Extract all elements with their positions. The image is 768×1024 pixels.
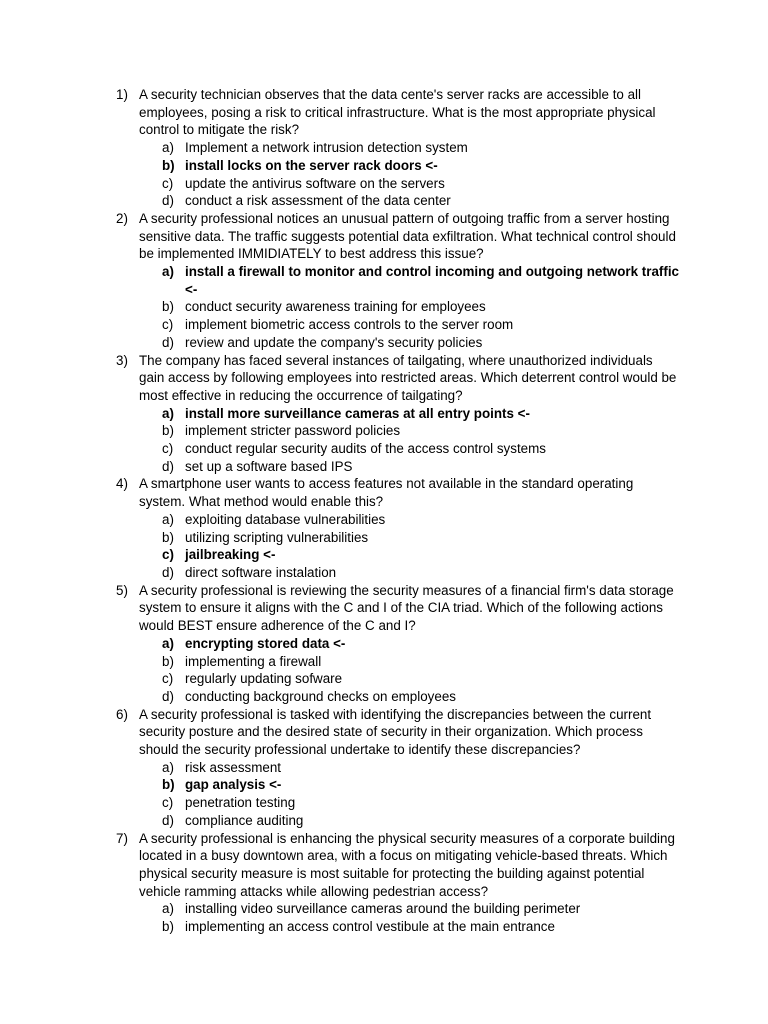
question-1: [0, 86, 768, 210]
answer-options: [139, 635, 680, 706]
answer-option: [139, 653, 680, 671]
answer-option: [139, 440, 680, 458]
option-text: install locks on the server rack doors <-: [185, 157, 438, 173]
question-text: A security professional is enhancing the physical security measures of a corporate building located in a busy downtown area, with a focus on mitigating vehicle-based threats. Which physical security measure is most suitable for protecting the building against potential vehicle ramming attacks while allowing pedestrian access?: [139, 830, 675, 899]
option-text: implementing a firewall: [185, 653, 322, 669]
option-text: install a firewall to monitor and control incoming and outgoing network traffic <-: [185, 264, 679, 297]
answer-option: [139, 422, 680, 440]
question-text: A security technician observes that the data cente's server racks are accessible to all employees, posing a risk to critical infrastructure. What is the most appropriate physical control to mitigate the risk?: [139, 87, 656, 138]
option-letter: b): [162, 919, 174, 935]
option-text: regularly updating sofware: [185, 671, 343, 687]
answer-options: [139, 405, 680, 476]
question-text: A security professional is reviewing the security measures of a financial firm's data storage system to ensure it aligns with the C and I of the CIA triad. Which of the following actions would BEST ensure adherence of the C and I?: [139, 582, 674, 634]
answer-option: [139, 458, 680, 476]
question-number: 7): [116, 830, 128, 846]
answer-option: [139, 670, 680, 688]
option-letter: a): [162, 759, 174, 775]
answer-option: [139, 918, 680, 936]
option-text: implementing an access control vestibule at the main entrance: [185, 919, 555, 935]
option-text: install more surveillance cameras at all entry points <-: [185, 405, 530, 421]
option-text: direct software instalation: [185, 564, 337, 580]
option-text: set up a software based IPS: [185, 458, 353, 474]
question-4: [0, 475, 768, 581]
question-number: 6): [116, 706, 128, 722]
answer-option: [139, 794, 680, 812]
option-text: conduct a risk assessment of the data center: [185, 193, 451, 209]
answer-option-correct: [139, 405, 680, 423]
answer-option: [139, 812, 680, 830]
question-5: [0, 582, 768, 706]
option-text: compliance auditing: [185, 812, 304, 828]
answer-option: [139, 175, 680, 193]
question-7: [0, 830, 768, 936]
option-text: installing video surveillance cameras around the building perimeter: [185, 901, 581, 917]
question-text: A security professional is tasked with identifying the discrepancies between the current security posture and the desired state of security in their organization. Which process should the security professional undertake to identify these discrepancies?: [139, 706, 652, 758]
option-letter: b): [162, 653, 174, 669]
question-text: A smartphone user wants to access features not available in the standard operating system. What method would enable this?: [139, 476, 634, 510]
answer-option: [139, 139, 680, 157]
answer-option: [139, 759, 680, 777]
question-number: 2): [116, 210, 128, 226]
option-letter: c): [162, 175, 174, 191]
question-6: [0, 706, 768, 830]
option-text: encrypting stored data <-: [185, 635, 346, 651]
option-text: risk assessment: [185, 759, 281, 775]
option-letter: d): [162, 193, 174, 209]
answer-option: [139, 688, 680, 706]
answer-options: [139, 759, 680, 830]
question-text: The company has faced several instances of tailgating, where unauthorized individuals gain access by following employees into restricted areas. Which deterrent control would be most effective in reducing the occurrence of tailgating?: [139, 352, 677, 403]
option-letter: d): [162, 458, 174, 474]
answer-option: [139, 334, 680, 352]
option-text: exploiting database vulnerabilities: [185, 511, 386, 527]
option-letter: c): [162, 671, 174, 687]
answer-option-correct: [139, 776, 680, 794]
option-letter: a): [162, 511, 174, 527]
option-text: review and update the company's security policies: [185, 334, 483, 350]
option-letter: c): [162, 547, 174, 563]
option-letter: b): [162, 157, 175, 173]
option-text: gap analysis <-: [185, 777, 282, 793]
answer-option: [139, 192, 680, 210]
answer-option-correct: [139, 263, 680, 298]
option-letter: d): [162, 334, 174, 350]
option-letter: b): [162, 423, 174, 439]
option-letter: a): [162, 901, 174, 917]
option-text: utilizing scripting vulnerabilities: [185, 529, 369, 545]
question-number: 1): [116, 87, 128, 102]
answer-option-correct: [139, 157, 680, 175]
question-3: [0, 352, 768, 476]
question-number: 4): [116, 476, 128, 492]
option-letter: a): [162, 405, 174, 421]
answer-options: [139, 139, 680, 210]
answer-option: [139, 316, 680, 334]
option-letter: b): [162, 529, 174, 545]
option-text: conduct regular security audits of the access control systems: [185, 441, 546, 457]
option-text: conduct security awareness training for employees: [185, 299, 486, 315]
option-letter: c): [162, 441, 174, 457]
answer-option: [139, 900, 680, 918]
question-number: 5): [116, 582, 128, 598]
option-letter: b): [162, 299, 174, 315]
option-letter: a): [162, 264, 174, 280]
question-2: [0, 210, 768, 352]
option-text: jailbreaking <-: [185, 547, 276, 563]
question-text: A security professional notices an unusual pattern of outgoing traffic from a server hosting sensitive data. The traffic suggests potential data exfiltration. What technical control should be implemented IMMIDIATELY to best address this issue?: [139, 210, 676, 262]
answer-options: [139, 511, 680, 582]
option-text: penetration testing: [185, 795, 296, 811]
option-text: Implement a network intrusion detection system: [185, 140, 468, 156]
option-letter: a): [162, 635, 174, 651]
answer-option: [139, 298, 680, 316]
option-letter: c): [162, 795, 174, 811]
option-letter: a): [162, 140, 174, 156]
question-number: 3): [116, 352, 128, 368]
option-letter: d): [162, 564, 174, 580]
option-letter: b): [162, 777, 175, 793]
question-list: [0, 86, 768, 936]
answer-options: [139, 900, 680, 935]
answer-options: [139, 263, 680, 352]
answer-option: [139, 564, 680, 582]
option-letter: d): [162, 688, 174, 704]
answer-option: [139, 511, 680, 529]
answer-option-correct: [139, 546, 680, 564]
option-text: implement biometric access controls to the server room: [185, 317, 514, 333]
answer-option: [139, 529, 680, 547]
option-text: conducting background checks on employees: [185, 688, 456, 704]
option-text: implement stricter password policies: [185, 423, 401, 439]
option-letter: c): [162, 317, 174, 333]
answer-option-correct: [139, 635, 680, 653]
option-text: update the antivirus software on the servers: [185, 175, 445, 191]
option-letter: d): [162, 812, 174, 828]
